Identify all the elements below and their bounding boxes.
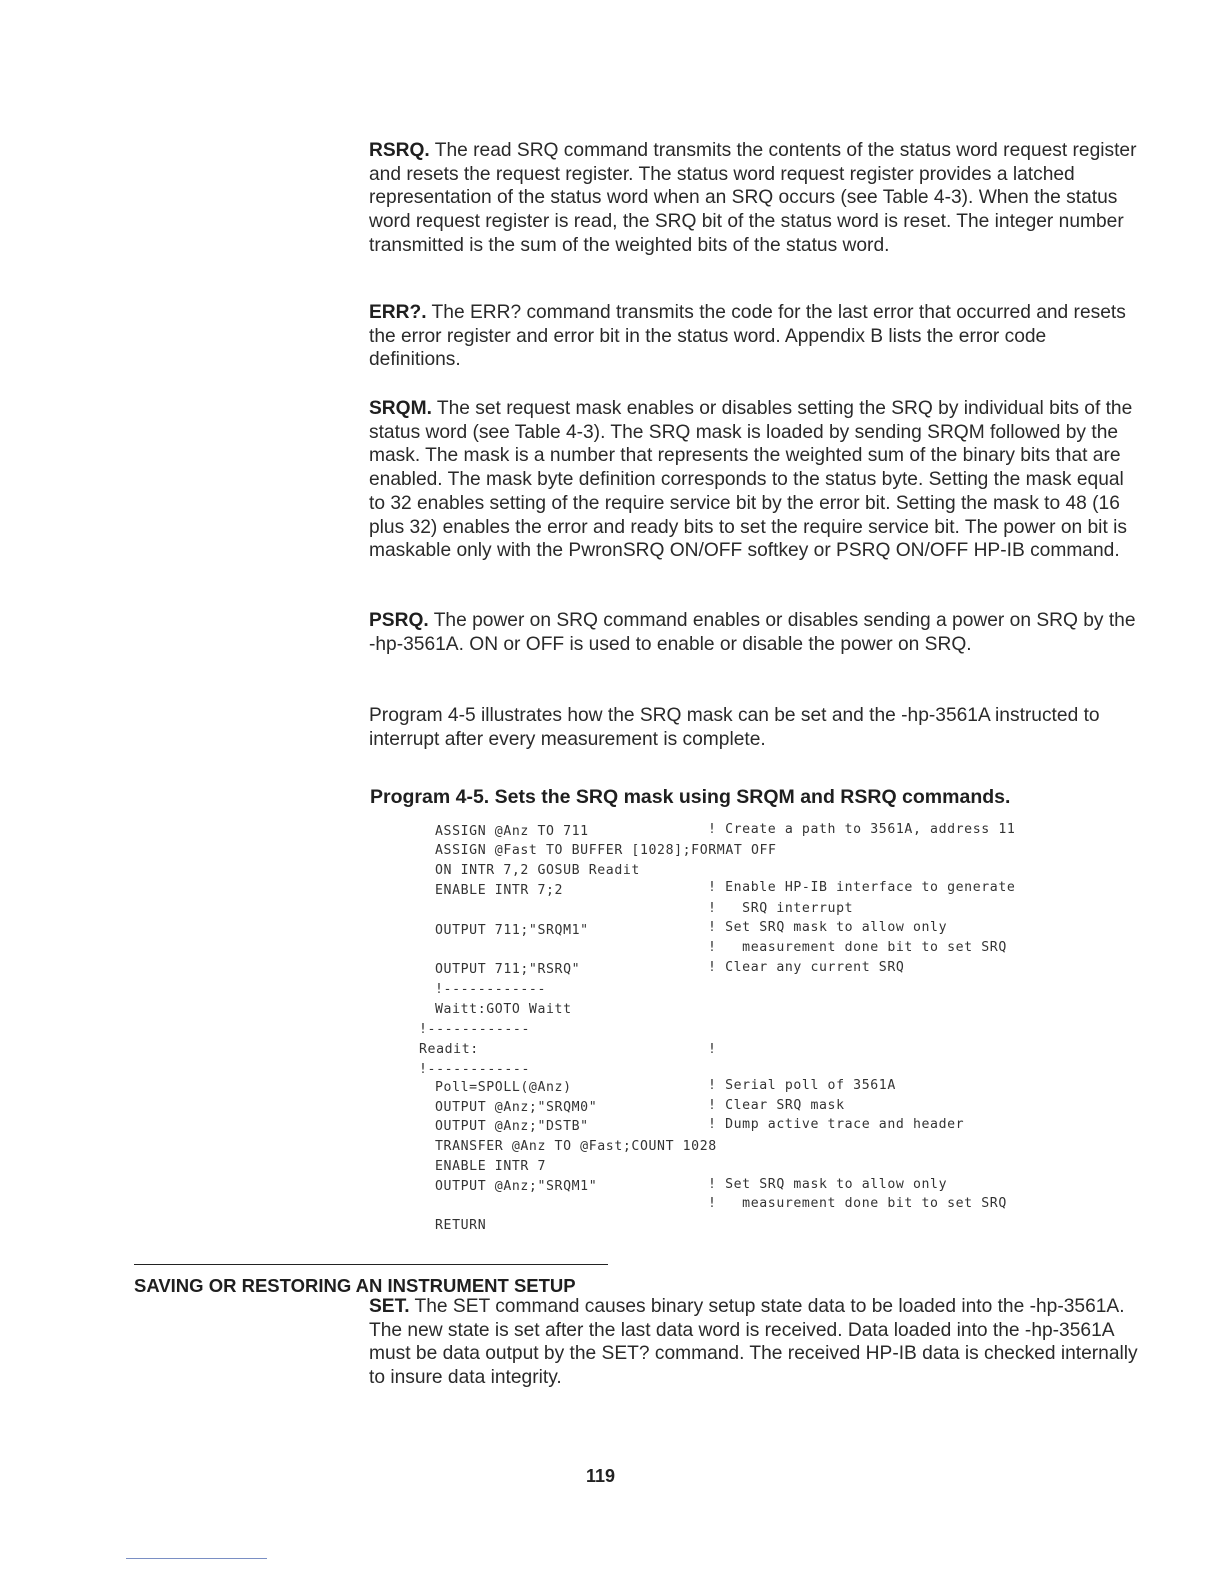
code-line: !------------: [419, 1022, 531, 1037]
code-line: RETURN: [435, 1218, 487, 1233]
err-text: The ERR? command transmits the code for the last error that occurred and resets the error register and error bit in the status word. Appendix B lists the error code definitions.: [369, 302, 1126, 371]
section-rule: [134, 1264, 608, 1265]
err-paragraph: [369, 301, 1139, 372]
program-intro-paragraph: Program 4-5 illustrates how the SRQ mask can be set and the -hp-3561A instructed to interrupt after every measurement is complete.: [369, 705, 1100, 750]
code-line: OUTPUT @Anz;"SRQM0": [435, 1100, 598, 1115]
srqm-paragraph: [369, 397, 1139, 563]
code-comment: ! Set SRQ mask to allow only: [708, 1177, 948, 1192]
code-comment: ! Serial poll of 3561A: [708, 1078, 896, 1093]
footer-line: [126, 1558, 267, 1559]
code-line: OUTPUT @Anz;"DSTB": [435, 1119, 589, 1134]
code-comment: ! Clear SRQ mask: [708, 1098, 845, 1113]
code-line: OUTPUT 711;"SRQM1": [435, 923, 589, 938]
set-paragraph: [369, 1295, 1139, 1390]
code-comment: ! SRQ interrupt: [708, 901, 854, 916]
code-line: ASSIGN @Fast TO BUFFER [1028];FORMAT OFF: [435, 843, 777, 858]
code-line: Waitt:GOTO Waitt: [435, 1002, 572, 1017]
code-comment: ! Enable HP-IB interface to generate: [708, 880, 1016, 895]
code-comment: ! measurement done bit to set SRQ: [708, 1196, 1007, 1211]
set-text: The SET command causes binary setup state data to be loaded into the -hp-3561A. The new state is set after the last data word is received. Data loaded into the -hp-3561A must be data output by the SET? command. The received HP-IB data is checked internally to insure data integrity.: [369, 1296, 1138, 1389]
code-comment: !: [708, 1042, 717, 1057]
psrq-term: PSRQ.: [369, 610, 429, 631]
err-term: ERR?.: [369, 302, 427, 323]
program-caption: Program 4-5. Sets the SRQ mask using SRQM and RSRQ commands.: [370, 786, 1011, 808]
page-number: 119: [586, 1466, 616, 1486]
code-line: Readit:: [419, 1042, 479, 1057]
code-comment: ! Set SRQ mask to allow only: [708, 920, 948, 935]
code-line: ASSIGN @Anz TO 711: [435, 824, 589, 839]
code-line: !------------: [435, 982, 547, 997]
code-line: OUTPUT 711;"RSRQ": [435, 962, 581, 977]
section-heading: SAVING OR RESTORING AN INSTRUMENT SETUP: [134, 1275, 576, 1296]
code-line: ENABLE INTR 7;2: [435, 883, 564, 898]
code-comment: ! Clear any current SRQ: [708, 960, 905, 975]
srqm-text: The set request mask enables or disables setting the SRQ by individual bits of the status word (see Table 4-3). The SRQ mask is loaded by sending SRQM followed by the mask. The mask is a number that represents the weighted sum of the binary bits that are enabled. The mask byte definition corresponds to the status byte. Setting the mask equal to 32 enables setting of the require service bit by the error bit. Setting the mask to 48 (16 plus 32) enables the error and ready bits to set the require service bit. The power on bit is maskable only with the PwronSRQ ON/OFF softkey or PSRQ ON/OFF HP-IB command.: [369, 398, 1133, 562]
code-comment: ! Create a path to 3561A, address 11: [708, 822, 1016, 837]
code-comment: ! Dump active trace and header: [708, 1117, 965, 1132]
psrq-paragraph: [369, 609, 1139, 656]
rsrq-text: The read SRQ command transmits the contents of the status word request register and resets the request register. The status word request register provides a latched representation of the status word when an SRQ occurs (see Table 4-3). When the status word request register is read, the SRQ bit of the status word is reset. The integer number transmitted is the sum of the weighted bits of the status word.: [369, 140, 1137, 256]
code-line: !------------: [419, 1062, 531, 1077]
code-line: Poll=SPOLL(@Anz): [435, 1080, 572, 1095]
code-comment: ! measurement done bit to set SRQ: [708, 940, 1007, 955]
code-line: ENABLE INTR 7: [435, 1159, 547, 1174]
rsrq-paragraph: [369, 139, 1139, 258]
rsrq-term: RSRQ.: [369, 140, 430, 161]
code-line: OUTPUT @Anz;"SRQM1": [435, 1179, 598, 1194]
psrq-text: The power on SRQ command enables or disables sending a power on SRQ by the -hp-3561A. ON or OFF is used to enable or disable the power on SRQ.: [369, 610, 1136, 655]
code-line: TRANSFER @Anz TO @Fast;COUNT 1028: [435, 1139, 717, 1154]
set-term: SET.: [369, 1296, 410, 1317]
srqm-term: SRQM.: [369, 398, 432, 419]
code-line: ON INTR 7,2 GOSUB Readit: [435, 863, 640, 878]
